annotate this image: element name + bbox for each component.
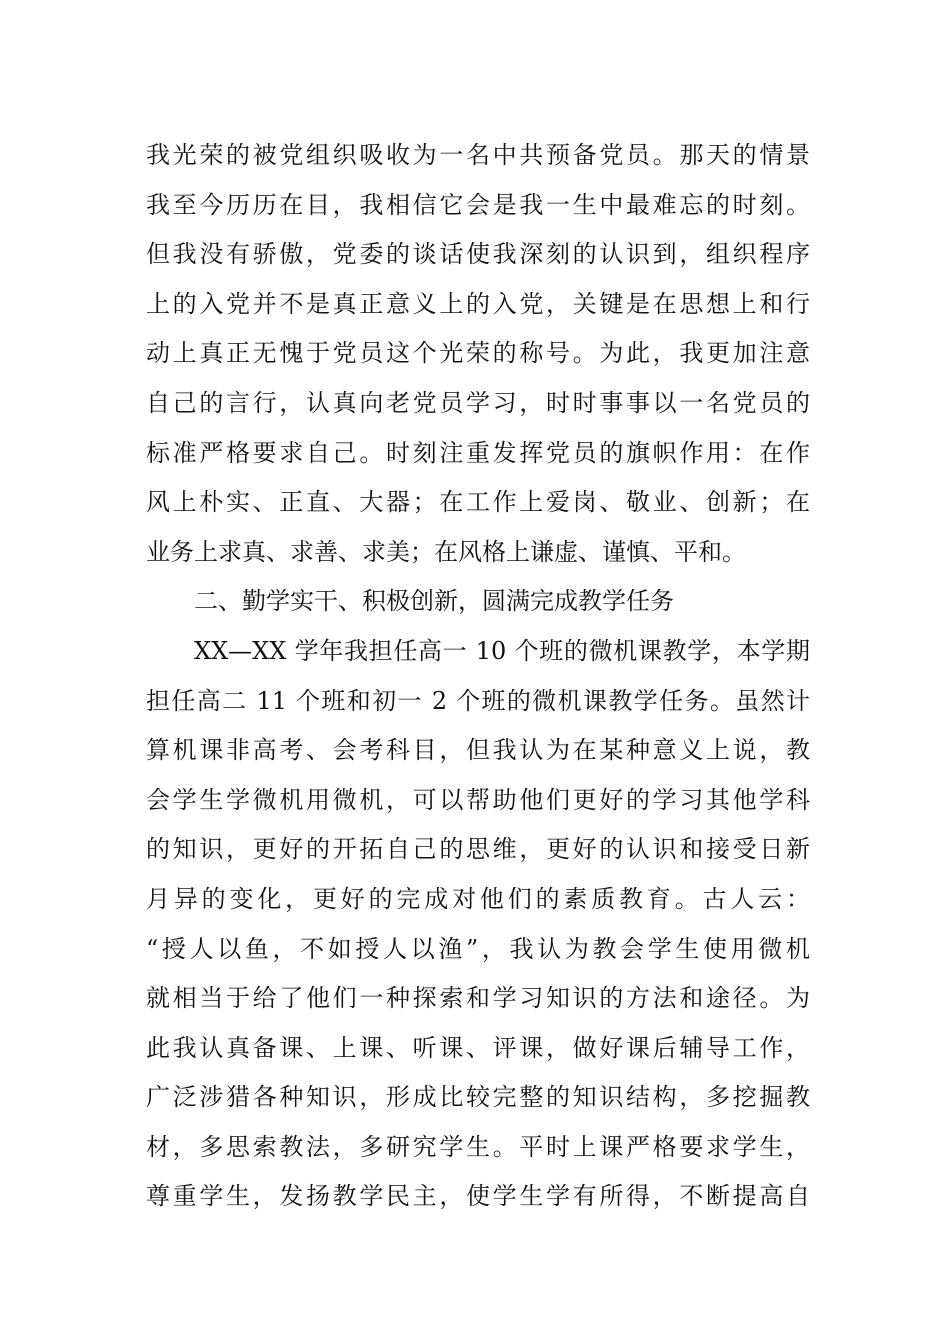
text-line: 风上朴实、正直、大器；在工作上爱岗、敬业、创新；在: [146, 488, 810, 517]
text-line: 算机课非高考、会考科目，但我认为在某种意义上说，教: [146, 736, 810, 765]
text-line: 上的入党并不是真正意义上的入党，关键是在思想上和行: [146, 289, 810, 318]
text-line: “授人以鱼，不如授人以渔”，我认为教会学生使用微机: [146, 934, 810, 963]
text-line: 月异的变化，更好的完成对他们的素质教育。古人云：: [146, 884, 810, 913]
text-line: 标准严格要求自己。时刻注重发挥党员的旗帜作用：在作: [146, 438, 810, 467]
text-line: 材，多思索教法，多研究学生。平时上课严格要求学生，: [146, 1132, 810, 1161]
text-line: 尊重学生，发扬教学民主，使学生学有所得，不断提高自: [146, 1182, 810, 1211]
text-line: 就相当于给了他们一种探索和学习知识的方法和途径。为: [146, 984, 810, 1013]
section-heading: 二、勤学实干、积极创新，圆满完成教学任务: [194, 587, 674, 616]
text-line: 我光荣的被党组织吸收为一名中共预备党员。那天的情景: [146, 141, 810, 169]
text-line: 会学生学微机用微机，可以帮助他们更好的学习其他学科: [146, 785, 810, 814]
text-line: XX—XX 学年我担任高一 10 个班的微机课教学，本学期: [194, 636, 810, 665]
text-line: 业务上求真、求善、求美；在风格上谦虚、谨慎、平和。: [146, 537, 746, 566]
text-line: 担任高二 11 个班和初一 2 个班的微机课教学任务。虽然计: [146, 686, 810, 715]
text-line: 自己的言行，认真向老党员学习，时时事事以一名党员的: [146, 388, 810, 417]
text-line: 动上真正无愧于党员这个光荣的称号。为此，我更加注意: [146, 339, 810, 368]
text-line: 的知识，更好的开拓自己的思维，更好的认识和接受日新: [146, 835, 810, 864]
text-line: 我至今历历在目，我相信它会是我一生中最难忘的时刻。: [146, 190, 810, 219]
text-line: 广泛涉猎各种知识，形成比较完整的知识结构，多挖掘教: [146, 1083, 810, 1112]
text-line: 此我认真备课、上课、听课、评课，做好课后辅导工作，: [146, 1033, 810, 1062]
text-line: 但我没有骄傲，党委的谈话使我深刻的认识到，组织程序: [146, 240, 810, 269]
document-body: [146, 131, 810, 1222]
